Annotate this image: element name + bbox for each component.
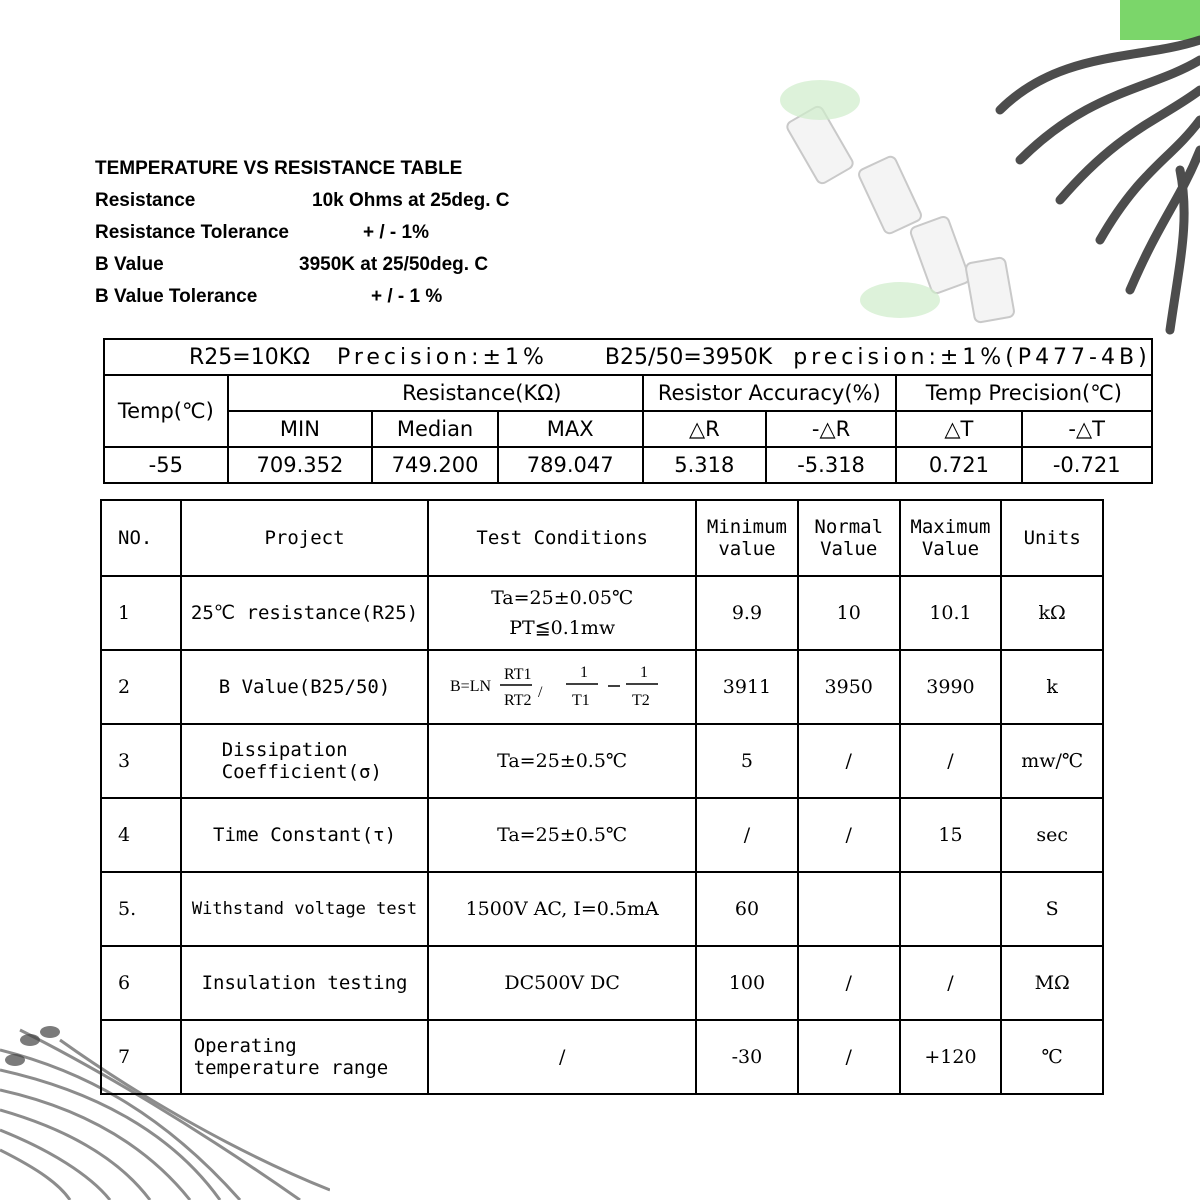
row-units: ℃ [1001, 1020, 1103, 1094]
header-project: Project [181, 500, 429, 576]
row-min: / [696, 798, 798, 872]
row-units: sec [1001, 798, 1103, 872]
row-project: Operating temperature range [181, 1020, 429, 1094]
resistance-precision-table [103, 338, 1153, 484]
row-conditions: / [428, 1020, 696, 1094]
row-project: Time Constant(τ) [181, 798, 429, 872]
table-row [101, 650, 1103, 724]
row-no: 2 [101, 650, 181, 724]
table-row [101, 576, 1103, 650]
cell-median: 749.200 [372, 447, 498, 483]
row-conditions [428, 650, 696, 724]
formula-one-b: 1 [640, 663, 649, 681]
spec-value-b-value-tolerance: + / - 1 % [371, 286, 443, 307]
cell-max: 789.047 [498, 447, 643, 483]
row-max: 3990 [900, 650, 1002, 724]
formula-t2: T2 [632, 691, 650, 709]
row-normal: / [798, 724, 900, 798]
header-maximum-value: Maximum Value [900, 500, 1002, 576]
row-normal: 10 [798, 576, 900, 650]
col-min: MIN [228, 411, 373, 447]
row-min: -30 [696, 1020, 798, 1094]
row-max: 10.1 [900, 576, 1002, 650]
row-conditions: 1500V AC, I=0.5mA [428, 872, 696, 946]
row-normal: / [798, 1020, 900, 1094]
spec-label-b-value: B Value [95, 254, 164, 275]
row-conditions: Ta=25±0.5℃ [428, 798, 696, 872]
temp-header: Temp(℃) [104, 375, 228, 447]
row-project: 25℃ resistance(R25) [181, 576, 429, 650]
cell-min: 709.352 [228, 447, 373, 483]
row-no: 5. [101, 872, 181, 946]
row-no: 1 [101, 576, 181, 650]
spec-value-resistance: 10k Ohms at 25deg. C [312, 190, 510, 211]
spec-label-resistance: Resistance [95, 190, 196, 211]
row-units: S [1001, 872, 1103, 946]
header-minimum-value: Minimum value [696, 500, 798, 576]
specification-table [100, 499, 1104, 1095]
row-normal [798, 872, 900, 946]
row-normal: / [798, 946, 900, 1020]
row-normal: / [798, 798, 900, 872]
resistor-accuracy-header: Resistor Accuracy(%) [643, 375, 897, 411]
row-no: 6 [101, 946, 181, 1020]
row-normal: 3950 [798, 650, 900, 724]
row-no: 4 [101, 798, 181, 872]
row-units: k [1001, 650, 1103, 724]
formula-den: RT2 [504, 691, 532, 709]
cell-neg-delta-t: -0.721 [1022, 447, 1152, 483]
table1-title-row [104, 339, 1152, 375]
table-row [101, 724, 1103, 798]
row-max: 15 [900, 798, 1002, 872]
formula-num: RT1 [504, 665, 532, 683]
col-median: Median [372, 411, 498, 447]
formula-lead: B=LN [450, 677, 492, 695]
row-conditions [428, 576, 696, 650]
row-project: Dissipation Coefficient(σ) [181, 724, 429, 798]
row-max: +120 [900, 1020, 1002, 1094]
cell-temp: -55 [104, 447, 228, 483]
col-max: MAX [498, 411, 643, 447]
header-normal-value: Normal Value [798, 500, 900, 576]
b2550-label: B25/50=3950K [604, 344, 773, 370]
col-neg-delta-r: -△R [766, 411, 896, 447]
row-min: 9.9 [696, 576, 798, 650]
row-units: kΩ [1001, 576, 1103, 650]
b-value-formula [442, 657, 682, 713]
row-max [900, 872, 1002, 946]
row-max: / [900, 724, 1002, 798]
cell-delta-r: 5.318 [643, 447, 767, 483]
resistance-header: Resistance(KΩ) [228, 375, 643, 411]
precision-label-2: precision:±1%(P477-4B) [793, 344, 1151, 370]
row-conditions: Ta=25±0.5℃ [428, 724, 696, 798]
spec-label-resistance-tolerance: Resistance Tolerance [95, 222, 289, 243]
spec-value-b-value: 3950K at 25/50deg. C [299, 254, 489, 275]
row-min: 60 [696, 872, 798, 946]
col-delta-r: △R [643, 411, 767, 447]
row-conditions: DC500V DC [428, 946, 696, 1020]
col-delta-t: △T [896, 411, 1022, 447]
formula-one-a: 1 [580, 663, 589, 681]
condition-line-2: PT≦0.1mw [509, 617, 616, 639]
r25-label: R25=10KΩ [189, 344, 310, 370]
table-row [101, 798, 1103, 872]
table-row [101, 1020, 1103, 1094]
spec-label-b-value-tolerance: B Value Tolerance [95, 286, 258, 307]
row-project: Withstand voltage test [181, 872, 429, 946]
row-no: 3 [101, 724, 181, 798]
row-units: mw/℃ [1001, 724, 1103, 798]
row-project: B Value(B25/50) [181, 650, 429, 724]
row-no: 7 [101, 1020, 181, 1094]
row-min: 3911 [696, 650, 798, 724]
col-neg-delta-t: -△T [1022, 411, 1152, 447]
header-no: NO. [101, 500, 181, 576]
condition-line-1: Ta=25±0.05℃ [491, 587, 634, 609]
table-row [104, 447, 1152, 483]
row-units: MΩ [1001, 946, 1103, 1020]
spec-value-resistance-tolerance: + / - 1% [363, 222, 429, 243]
row-min: 5 [696, 724, 798, 798]
table-row [101, 872, 1103, 946]
row-project: Insulation testing [181, 946, 429, 1020]
header-units: Units [1001, 500, 1103, 576]
row-max: / [900, 946, 1002, 1020]
cell-delta-t: 0.721 [896, 447, 1022, 483]
formula-t1: T1 [572, 691, 590, 709]
table-row [101, 946, 1103, 1020]
spec-title: TEMPERATURE VS RESISTANCE TABLE [95, 158, 463, 179]
temp-precision-header: Temp Precision(℃) [896, 375, 1152, 411]
cell-neg-delta-r: -5.318 [766, 447, 896, 483]
header-test-conditions: Test Conditions [428, 500, 696, 576]
formula-slash: / [538, 683, 543, 701]
sensor-cable-photo [760, 0, 1200, 340]
row-min: 100 [696, 946, 798, 1020]
precision-label: Precision:±1% [336, 344, 548, 370]
